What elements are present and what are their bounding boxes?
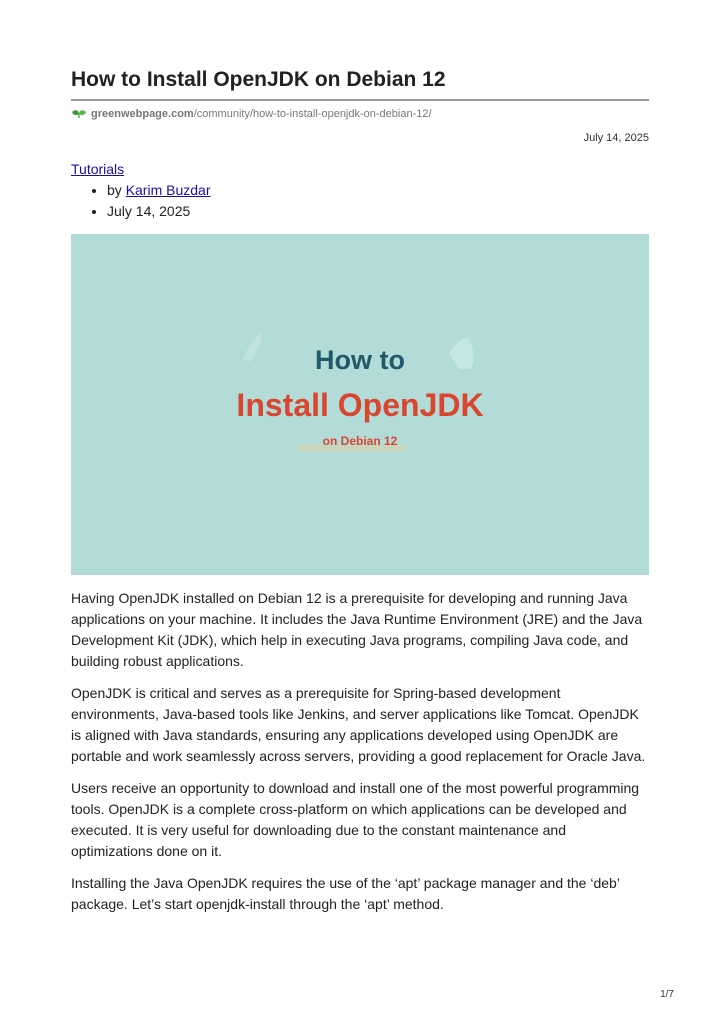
leaf-logo-icon: [71, 109, 87, 119]
paragraph: OpenJDK is critical and serves as a prerequisite for Spring-based development environments, Java-based tools like Jenkins, and server applications like Tomcat. OpenJDK is aligned with Java standards, ensuring any applications developed using OpenJDK are portable and work seamlessly across servers, providing a good replacement for Oracle Java.: [71, 685, 646, 764]
article-body: [71, 588, 649, 926]
article-meta-list: [71, 180, 211, 222]
category-link[interactable]: Tutorials: [71, 161, 125, 177]
date-item: • July 14, 2025: [107, 201, 211, 222]
header-date: July 14, 2025: [583, 132, 649, 144]
hero-image: [71, 234, 649, 575]
hero-line-3: on Debian 12: [322, 434, 398, 448]
page-title: How to Install OpenJDK on Debian 12: [71, 68, 446, 91]
source-domain: greenwebpage.com: [91, 108, 194, 120]
hero-line-2: Install OpenJDK: [236, 387, 484, 423]
source-path: /community/how-to-install-openjdk-on-debian-12/: [193, 108, 432, 120]
author-item: [107, 180, 211, 201]
paragraph: Having OpenJDK installed on Debian 12 is a prerequisite for developing and running Java applications on your machine. It includes the Java Runtime Environment (JRE) and the Java Development Kit (JDK), which help in executing Java programs, compiling Java code, and building robust applications.: [71, 590, 643, 669]
paragraph: Installing the Java OpenJDK requires the use of the ‘apt’ package manager and the ‘deb’ package. Let’s start openjdk-install through the ‘apt’ method.: [71, 875, 620, 912]
author-prefix: by: [107, 182, 126, 198]
title-divider: [71, 99, 649, 101]
paragraph: Users receive an opportunity to download and install one of the most powerful programming tools. OpenJDK is a complete cross-platform on which applications can be developed and executed. It is very useful for downloading due to the constant maintenance and optimizations done on it.: [71, 780, 640, 859]
source-url[interactable]: [71, 108, 432, 120]
author-link[interactable]: Karim Buzdar: [125, 182, 211, 198]
page-number: 1/7: [660, 989, 674, 1000]
hero-line-1: How to: [315, 345, 405, 375]
